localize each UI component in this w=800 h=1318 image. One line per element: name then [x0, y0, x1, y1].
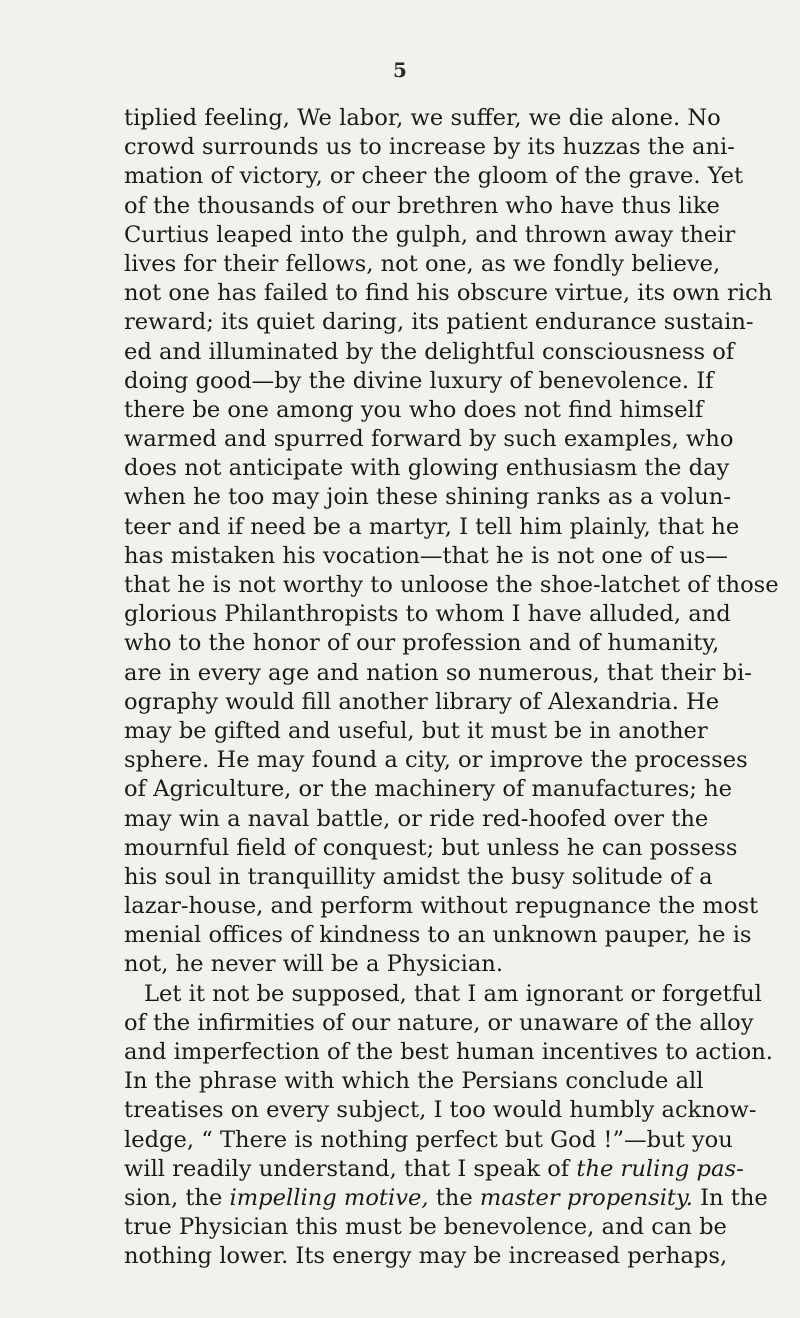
text-line: Curtius leaped into the gulph, and thrown away their: [124, 221, 736, 248]
text-line: that he is not worthy to unloose the shoe-latchet of those: [124, 572, 779, 598]
body-text: [124, 104, 779, 1272]
text-line: teer and if need be a martyr, I tell him plainly, that he: [124, 513, 740, 540]
text-line: Let it not be supposed, that I am ignorant or forgetful: [144, 980, 762, 1007]
text-line: mation of victory, or cheer the gloom of the grave. Yet: [124, 163, 744, 190]
text-line-mixed: [124, 1155, 744, 1184]
text-line: In the phrase with which the Persians conclude all: [124, 1068, 704, 1095]
text-line: tiplied feeling, We labor, we suffer, we die alone. No: [124, 105, 721, 131]
text-line: not one has failed to find his obscure virtue, its own rich: [124, 280, 773, 307]
text-run: In the: [692, 1184, 768, 1211]
text-line: are in every age and nation so numerous, that their bi-: [124, 659, 752, 686]
text-line: of the thousands of our brethren who have thus like: [124, 192, 720, 219]
page-number: 5: [393, 58, 407, 82]
text-line: ography would fill another library of Alexandria. He: [124, 688, 720, 715]
text-line: may be gifted and useful, but it must be in another: [124, 717, 708, 744]
text-run-italic: master propensity.: [479, 1184, 693, 1211]
text-line: menial offices of kindness to an unknown pauper, he is: [124, 922, 752, 949]
text-line: who to the honor of our profession and of humanity,: [124, 630, 720, 657]
text-line: has mistaken his vocation—that he is not one of us—: [124, 542, 728, 569]
text-line: sphere. He may found a city, or improve the processes: [124, 747, 748, 774]
text-run-italic: the ruling pas-: [576, 1155, 744, 1182]
text-line: lives for their fellows, not one, as we fondly believe,: [124, 250, 721, 277]
text-line: mournful field of conquest; but unless he can possess: [124, 834, 738, 861]
text-run: will readily understand, that I speak of: [124, 1155, 570, 1182]
text-line: does not anticipate with glowing enthusiasm the day: [124, 455, 730, 482]
text-run: the: [428, 1184, 480, 1211]
text-line: warmed and spurred forward by such examples, who: [124, 426, 734, 453]
text-line: ledge, “ There is nothing perfect but God !”—but you: [124, 1126, 733, 1153]
text-line: not, he never will be a Physician.: [124, 951, 504, 978]
text-line: lazar-house, and perform without repugnance the most: [124, 893, 759, 920]
text-run: sion, the: [124, 1184, 223, 1211]
text-line-mixed: [124, 1184, 768, 1213]
text-line: treatises on every subject, I too would humbly acknow-: [124, 1097, 757, 1124]
text-line: his soul in tranquillity amidst the busy solitude of a: [124, 863, 713, 890]
text-line: of Agriculture, or the machinery of manufactures; he: [124, 776, 733, 803]
text-line: glorious Philanthropists to whom I have alluded, and: [124, 601, 731, 628]
text-line: there be one among you who does not find himself: [124, 396, 704, 423]
text-line: and imperfection of the best human incentives to action.: [124, 1039, 773, 1065]
text-line: may win a naval battle, or ride red-hoofed over the: [124, 805, 709, 832]
text-line: nothing lower. Its energy may be increased perhaps,: [124, 1243, 728, 1270]
text-line: when he too may join these shining ranks as a volun-: [124, 484, 731, 511]
text-line: doing good—by the divine luxury of benevolence. If: [124, 367, 714, 394]
text-line: reward; its quiet daring, its patient endurance sustain-: [124, 309, 754, 336]
text-line: crowd surrounds us to increase by its huzzas the ani-: [124, 134, 735, 161]
text-line: true Physician this must be benevolence, and can be: [124, 1214, 727, 1241]
text-run-italic: impelling motive,: [229, 1184, 429, 1211]
text-line: of the infirmities of our nature, or unaware of the alloy: [124, 1009, 754, 1036]
text-line: ed and illuminated by the delightful consciousness of: [124, 338, 735, 365]
